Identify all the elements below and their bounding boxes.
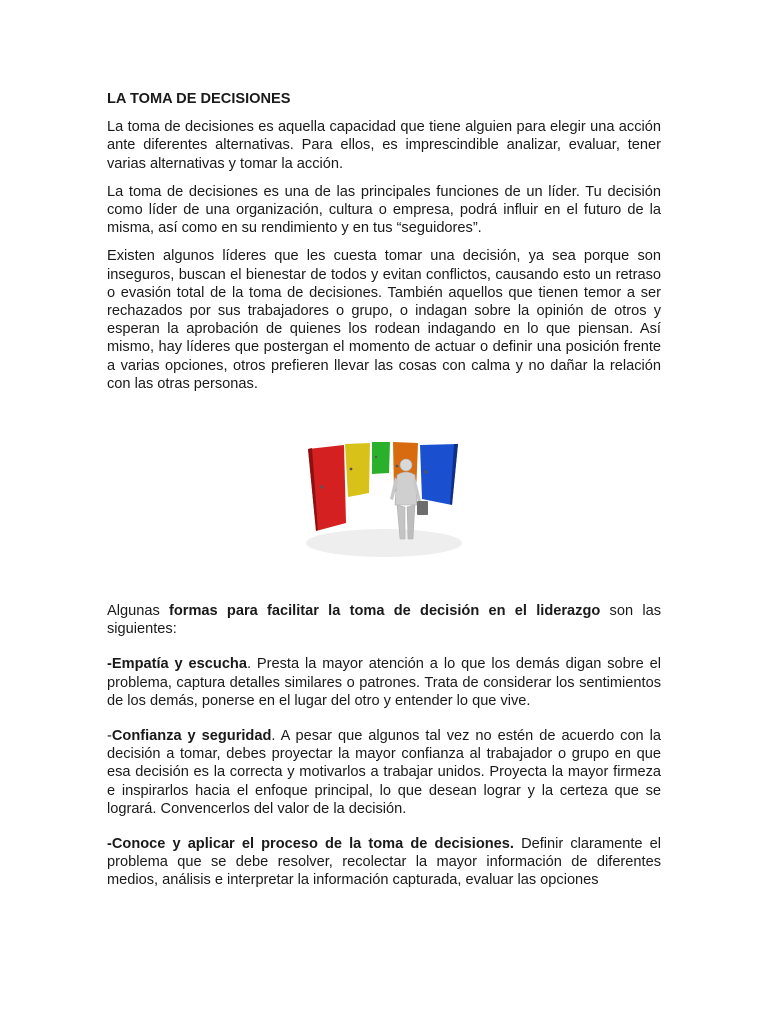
empathy-heading: -Empatía y escucha	[107, 656, 247, 673]
confidence-heading: Confianza y seguridad	[111, 728, 272, 745]
paragraph-intro-list	[107, 602, 661, 638]
intro-text: Algunas	[107, 603, 169, 620]
person-choosing-doors-icon	[304, 435, 464, 560]
page-title: LA TOMA DE DECISIONES	[107, 91, 291, 107]
empathy-text: . Presta la mayor atención a lo que los demás digan sobre el problema, captura detalles similares o patrones. Trata de considerar los sentimientos de los demás, ponerse en el lugar del otro y entender lo que vive.	[107, 656, 661, 709]
briefcase-icon	[417, 501, 428, 515]
intro-text-end: son las siguientes:	[107, 603, 661, 638]
process-text: Definir claramente el problema que se debe resolver, recolectar la mayor información de diferentes medios, análisis e interpretar la información capturada, evaluar las opciones	[107, 836, 661, 889]
intro-bold: formas para facilitar la toma de decisión en el liderazgo	[169, 603, 601, 620]
document-body	[107, 90, 661, 890]
confidence-text: . A pesar que algunos tal vez no estén de acuerdo con la decisión a tomar, debes proyectar la mayor confianza al trabajador o grupo en que esa decisión es la correcta y motivarlos a trabajar unidos. Proyecta la mayor firmeza e inspirarlos hacia el enfoque principal, lo que desean lograr y la certeza que se logrará. Convencerlos del valor de la decisión.	[107, 728, 661, 817]
paragraph-hesitant-leaders: Existen algunos líderes que les cuesta tomar una decisión, ya sea porque son inseguros, buscan el bienestar de todos y evitan conflictos, causando esto un retraso o evasión total de la toma de decisiones. También aquellos que tienen temor a ser rechazados por sus trabajadores o grupo, o indagan sobre la opinión de otros y esperan la aprobación de quienes los rodean indagando en lo que piensan. Así mismo, hay líderes que postergan el momento de actuar o definir una posición frente a varias opciones, otros prefieren llevar las cosas con calma y no dañar la relación con las otras personas.	[107, 248, 661, 392]
green-door	[372, 442, 390, 474]
paragraph-empathy	[107, 655, 661, 710]
paragraph-process	[107, 835, 661, 890]
paragraph-confidence	[107, 727, 661, 818]
paragraph-definition: La toma de decisiones es aquella capacidad que tiene alguien para elegir una acción ante diferentes alternativas. Para ellos, es imprescindible analizar, evaluar, tener varias alternativas y tomar la acción.	[107, 119, 661, 172]
confidence-dash: -	[107, 728, 112, 745]
doors-illustration	[304, 435, 464, 560]
paragraph-leader-role: La toma de decisiones es una de las principales funciones de un líder. Tu decisión como líder de una organización, cultura o empresa, podrá influir en el futuro de la misma, así como en su rendimiento y en tus “seguidores”.	[107, 183, 661, 237]
process-heading: -Conoce y aplicar el proceso de la toma de decisiones.	[107, 836, 514, 853]
yellow-door	[345, 443, 370, 497]
